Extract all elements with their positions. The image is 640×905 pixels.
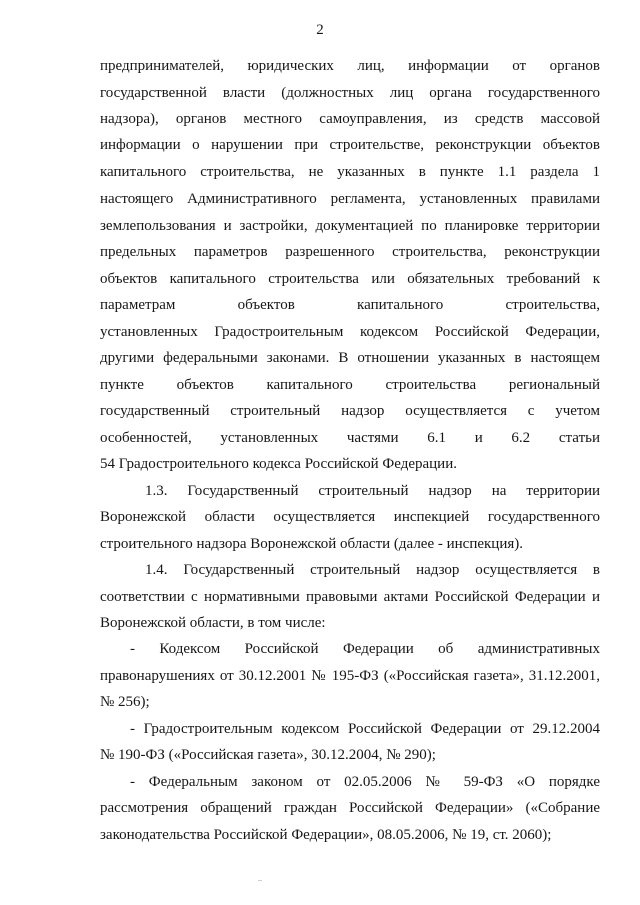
text-line: строительного надзора Воронежской области (далее - инспекция). bbox=[100, 536, 523, 552]
text-line: Воронежской области осуществляется инспекцией государственного bbox=[100, 509, 600, 525]
text-line: надзора), органов местного самоуправления, из средств массовой bbox=[100, 111, 600, 127]
page-number: 2 bbox=[316, 22, 324, 38]
text-line: установленных Градостроительным кодексом Российской Федерации, bbox=[100, 324, 600, 340]
text-line: Воронежской области, в том числе: bbox=[100, 615, 326, 631]
paragraph-first-line: 1.4. Государственный строительный надзор осуществляется в bbox=[145, 562, 600, 578]
text-line: законодательства Российской Федерации», 08.05.2006, № 19, ст. 2060); bbox=[100, 827, 552, 843]
text-line: капитального строительства, не указанных в пункте 1.1 раздела 1 bbox=[100, 164, 600, 180]
text-line: пункте объектов капитального строительства региональный bbox=[100, 377, 600, 393]
text-line: параметрам объектов капитального строительства, bbox=[100, 297, 600, 313]
text-line: соответствии с нормативными правовыми актами Российской Федерации и bbox=[100, 589, 600, 605]
list-item-first-line: - Кодексом Российской Федерации об административных bbox=[130, 641, 600, 657]
text-line: землепользования и застройки, документацией по планировке территории bbox=[100, 218, 600, 234]
text-line: государственной власти (должностных лиц органа государственного bbox=[100, 85, 600, 101]
text-line: государственный строительный надзор осуществляется с учетом bbox=[100, 403, 600, 419]
text-line: настоящего Административного регламента, установленных правилами bbox=[100, 191, 600, 207]
paragraph-first-line: 1.3. Государственный строительный надзор на территории bbox=[145, 483, 600, 499]
text-line: правонарушениях от 30.12.2001 № 195-ФЗ («Российская газета», 31.12.2001, bbox=[100, 668, 600, 684]
scan-speck bbox=[258, 880, 262, 881]
text-line: 54 Градостроительного кодекса Российской Федерации. bbox=[100, 456, 457, 472]
text-line: объектов капитального строительства или обязательных требований к bbox=[100, 271, 600, 287]
text-line: другими федеральными законами. В отношении указанных в настоящем bbox=[100, 350, 600, 366]
text-line: № 256); bbox=[100, 694, 150, 710]
text-line: рассмотрения обращений граждан Российской Федерации» («Собрание bbox=[100, 800, 600, 816]
text-line: информации о нарушении при строительстве, реконструкции объектов bbox=[100, 137, 600, 153]
text-line: особенностей, установленных частями 6.1 и 6.2 статьи bbox=[100, 430, 600, 446]
list-item-first-line: - Градостроительным кодексом Российской Федерации от 29.12.2004 bbox=[130, 721, 600, 737]
text-line: № 190-ФЗ («Российская газета», 30.12.2004, № 290); bbox=[100, 747, 436, 763]
list-item-first-line: - Федеральным законом от 02.05.2006 № 59-ФЗ «О порядке bbox=[130, 774, 600, 790]
text-line: предпринимателей, юридических лиц, информации от органов bbox=[100, 58, 600, 74]
text-line: предельных параметров разрешенного строительства, реконструкции bbox=[100, 244, 600, 260]
